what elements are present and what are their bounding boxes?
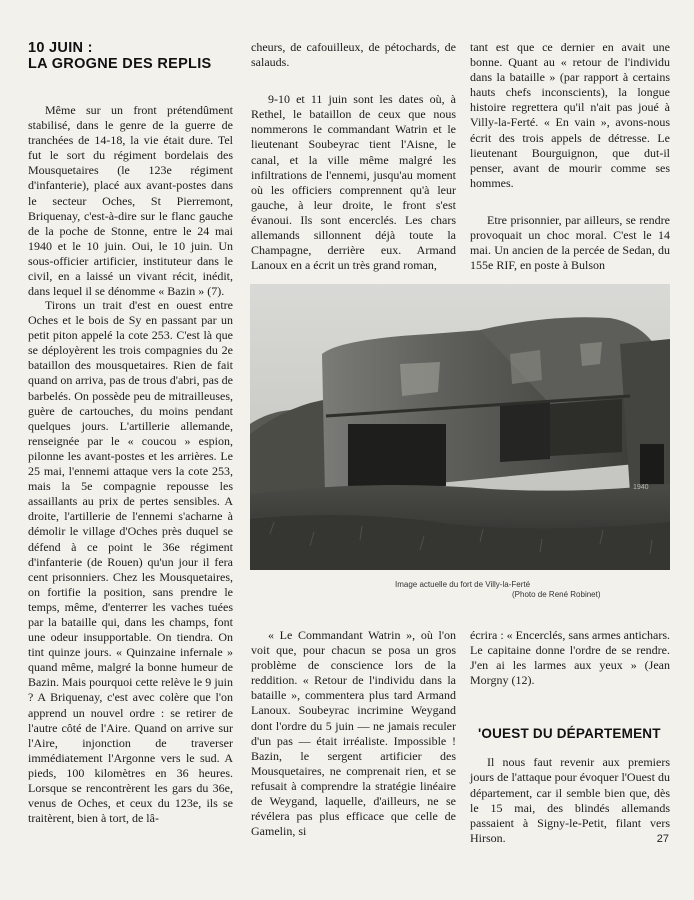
column-2-top [251,40,456,273]
caption-text: Image actuelle du fort de Villy-la-Ferté [395,580,531,589]
paragraph-9: Il nous faut revenir aux premiers jours de l'attaque pour évoquer l'Ouest du département, car il semble bien que, dès le 15 mai, des blindés allemands passaient à Signy-le-Petit, filant vers Hirson. [470,755,670,845]
photo-caption [250,580,670,600]
page-number: 27 [656,833,669,845]
fort-photo [250,284,670,570]
photo-inscription: 1940 [633,484,649,491]
fort-bunker-image [250,284,670,570]
paragraph-2: Tirons un trait d'est en ouest entre Oches et le bois de Sy en passant par un petit piton appelé la cote 253. C'est là que se déployèrent les trois compagnies du 2e bataillon des mousquetaires. Rien de fait quand on arriva, pas de trous d'abri, pas de barbelés. On possède peu de mitrailleuses, guère de cartouches, du moins pendant quelques jours. L'artillerie allemande, renseignée par le « coucou » espion, pilonne les avant-postes et les arrières. Le 25 mai, l'ennemi attaque vers la cote 253, mais la 5e compagnie repousse les assaillants au prix de pertes sensibles. A droite, l'artillerie de l'ennemi s'acharne à démolir le village d'Oches près duquel se défend à ce point le 36e régiment d'infanterie (de Rouen) qu'un jour il fera cent prisonniers. Chez les Mousquetaires, on fortifie la position, sans prendre le temps, même, d'enterrer les vaches tuées par la bataille qui, dans les champs, font une odeur insupportable. On tiendra. On tint quinze jours. « Quinzaine infernale » quand même, malgré la bonne humeur de Bazin. Mais pourquoi cette relève le 9 juin ? A Briquenay, c'est avec colère que l'on apprend un nouvel ordre : se retirer de l'autre côté de l'Aire. Quand on arrive sur l'Aire, injonction de traverser immédiatement l'Argonne vers le sud. A pieds, 100 kilomètres en 36 heures. Lorsque se rencontrèrent les gars du 36e, venus de Oches, et ceux du 123e, ils se traitèrent, bien à tort, de lâ- [28,298,233,826]
paragraph-7: « Le Commandant Watrin », où l'on voit que, pour chacun se posa un gros problème de conscience lors de la reddition. « Retour de l'individu dans la bataille », commentera plus tard Armand Lanoux. Soubeyrac incrimine Weygand dont l'ordre du 5 juin — ne jamais reculer d'un pas — était irréaliste. Impossible ! Bazin, le sergent artificier des Mousquetaires, ne comprenait rien, et se refusait à comprendre la stratégie linéaire de Weygand, laquelle, d'ailleurs, ne se révélera pas plus efficace que celle de Gamelin, si [251,628,456,839]
section-title: 'OUEST DU DÉPARTEMENT [478,726,661,742]
paragraph-1: Même sur un front prétendûment stabilisé, dans le genre de la guerre de tranchées de 14-18, la vie était dure. Tel fut le sort du régiment bordelais des Mousquetaires (le 123e régiment d'infanterie), placé aux avant-postes dans le secteur Oches, St Pierremont, Briquenay, c'est-à-dire sur le flanc gauche de la poche de Stonne, entre le 24 mai 1940 et le 10 juin. Oui, le 10 juin. Un sous-officier artificier, instituteur dans le civil, en a laissé un vivant récit, inédit, dans lequel il se dénomme « Bazin » (7). [28,103,233,299]
column-3-bottom [470,628,670,846]
column-3-top [470,40,670,273]
paragraph-3: cheurs, de cafouilleux, de pétochards, de salauds. [251,40,456,70]
photo-credit: (Photo de René Robinet) [512,590,601,599]
title-line-1: 10 JUIN : [28,40,93,56]
paragraph-6: Etre prisonnier, par ailleurs, se rendre provoquait un choc moral. C'est le 14 mai. Un ancien de la percée de Sedan, du 155e RIF, en poste à Bulson [470,212,670,273]
paragraph-5: tant est que ce dernier en avait une bonne. Quant au « retour de l'individu dans la bataille » (par rapport à certains hauts chefs inconscients), la longue histoire regrettera qu'il n'ait pas joué à Villy-la-Ferté. « En vain », avons-nous écrit des trois appels de détresse. Le lieutenant Bourguignon, que dut-il penser, avant de mourir comme ses hommes. [470,40,670,190]
paragraph-8: écrira : « Encerclés, sans armes antichars. Le capitaine donne l'ordre de se rendre. J'en ai les larmes aux yeux » (Jean Morgny (12). [470,628,670,688]
paragraph-4: 9-10 et 11 juin sont les dates où, à Rethel, le bataillon de ceux que nous nommerons le commandant Watrin et le lieutenant Soubeyrac tient l'Aisne, le canal, et la ville même malgré les infiltrations de l'ennemi, jusqu'au moment où les officiers comprennent qu'à leur gauche, à leur droite, le front s'est évanoui. Ils sont encerclés. Les chars allemands sillonnent déjà toute la Champagne, derrière eux. Armand Lanoux en a écrit un très grand roman, [251,92,456,273]
column-1-bottom [28,298,233,826]
title-line-2: LA GROGNE DES REPLIS [28,56,212,72]
article-title [28,40,233,72]
column-2-bottom [251,628,456,839]
column-1-top [28,40,233,299]
